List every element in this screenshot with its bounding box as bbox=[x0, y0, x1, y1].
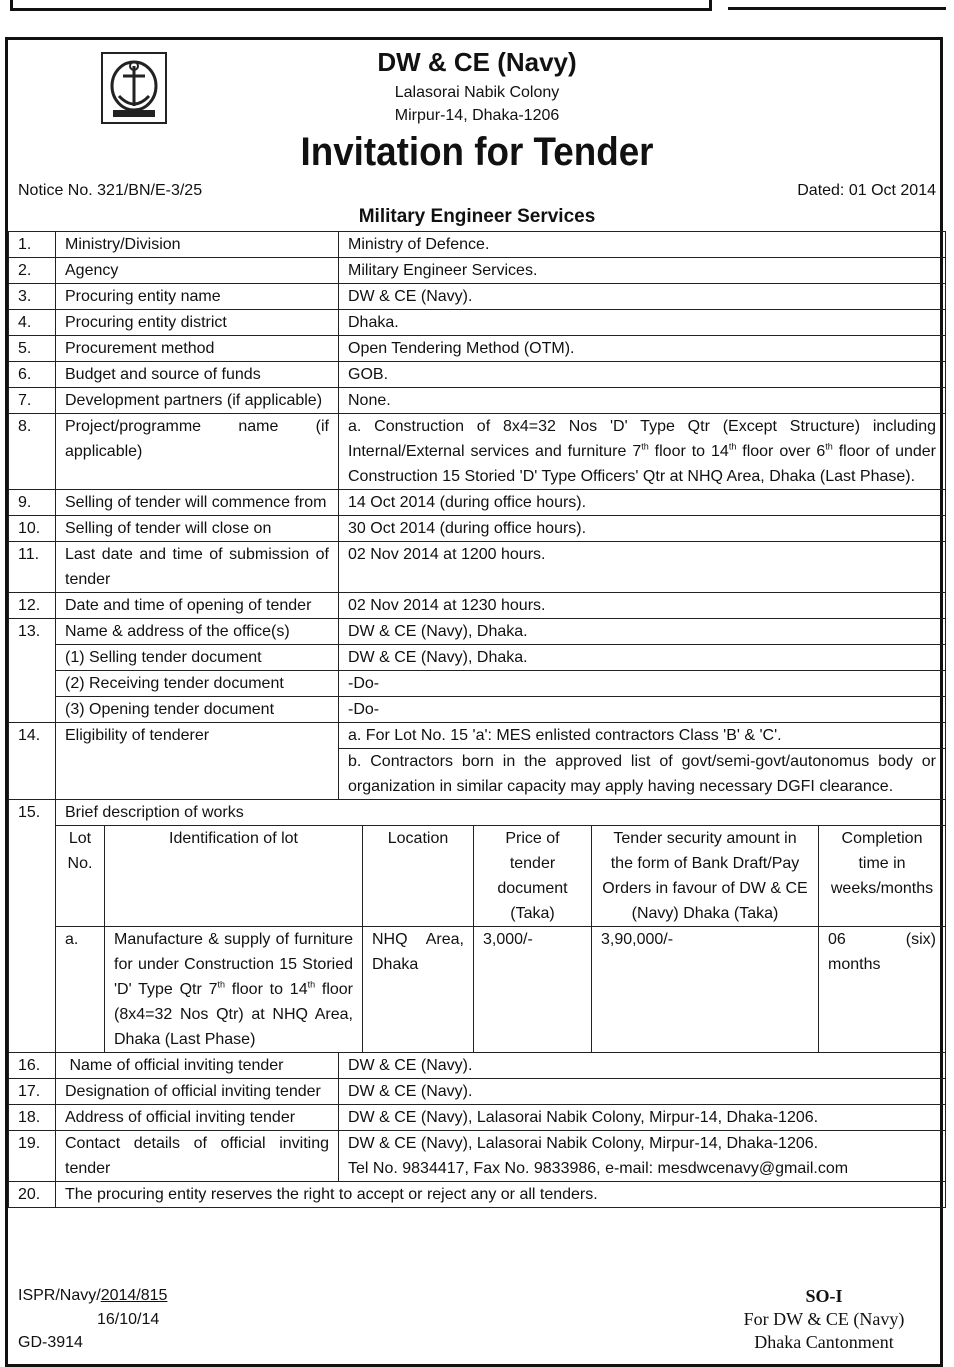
table-row bbox=[9, 826, 946, 1053]
table-row: 13. Name & address of the office(s) DW & CE (Navy), Dhaka. bbox=[9, 619, 946, 645]
works-row: a. Manufacture & supply of furniture for under Construction 15 Storied 'D' Type Qtr 7th floor to 14th floor (8x4=32 Nos Qtr) at NHQ Area, Dhaka (Last Phase) NHQ Area, Dhaka 3,000/- 3,90,000/- 06 (six) months bbox=[56, 927, 945, 1053]
table-row: 17. Designation of official inviting tender DW & CE (Navy). bbox=[9, 1079, 946, 1105]
table-row: 16. Name of official inviting tender DW & CE (Navy). bbox=[9, 1053, 946, 1079]
table-row: 5. Procurement method Open Tendering Method (OTM). bbox=[9, 336, 946, 362]
table-row: (2) Receiving tender document -Do- bbox=[9, 671, 946, 697]
gd-number: GD-3914 bbox=[18, 1334, 83, 1351]
ispr-reference: ISPR/Navy/2014/815 bbox=[18, 1287, 168, 1304]
org-name: DW & CE (Navy) bbox=[377, 47, 577, 77]
table-row: 11. Last date and time of submission of tender 02 Nov 2014 at 1200 hours. bbox=[9, 542, 946, 593]
ispr-date: 16/10/14 bbox=[97, 1311, 160, 1328]
signatory-for: For DW & CE (Navy) bbox=[743, 1309, 905, 1329]
table-row: 9. Selling of tender will commence from 14 Oct 2014 (during office hours). bbox=[9, 490, 946, 516]
table-row: (3) Opening tender document -Do- bbox=[9, 697, 946, 723]
table-row: 20. The procuring entity reserves the right to accept or reject any or all tenders. bbox=[9, 1182, 946, 1208]
table-row: (1) Selling tender document DW & CE (Navy), Dhaka. bbox=[9, 645, 946, 671]
notice-date: Dated: 01 Oct 2014 bbox=[797, 182, 936, 199]
table-row: 2. Agency Military Engineer Services. bbox=[9, 258, 946, 284]
table-row: 10. Selling of tender will close on 30 Oct 2014 (during office hours). bbox=[9, 516, 946, 542]
top-rule bbox=[728, 7, 946, 10]
page-title: Invitation for Tender bbox=[300, 130, 654, 174]
table-row: 15. Brief description of works bbox=[9, 800, 946, 826]
signatory-title: SO-I bbox=[805, 1286, 843, 1306]
table-row: 19. Contact details of official inviting tender DW & CE (Navy), Lalasorai Nabik Colony, Mirpur-14, Dhaka-1206. Tel No. 9834417, Fax No. 9833986, e-mail: mesdwcenavy@gmail.com bbox=[9, 1131, 946, 1182]
signatory-place: Dhaka Cantonment bbox=[754, 1332, 894, 1352]
table-row: 18. Address of official inviting tender DW & CE (Navy), Lalasorai Nabik Colony, Mirpur-14, Dhaka-1206. bbox=[9, 1105, 946, 1131]
address-line-1: Lalasorai Nabik Colony bbox=[394, 84, 560, 101]
table-row: 7. Development partners (if applicable) None. bbox=[9, 388, 946, 414]
works-table bbox=[56, 826, 945, 1052]
table-row: 6. Budget and source of funds GOB. bbox=[9, 362, 946, 388]
project-name-value: a. Construction of 8x4=32 Nos 'D' Type Qtr (Except Structure) including Internal/External services and furniture 7th floor to 14th floor over 6th floor of under Construction 15 Storied 'D' Type Officers' Qtr at NHQ Area, Dhaka (Last Phase). bbox=[339, 414, 946, 490]
table-row: b. Contractors born in the approved list of govt/semi-govt/autonomus body or organization in similar capacity may apply having necessary DGFI clearance. bbox=[9, 749, 946, 800]
notice-number: Notice No. 321/BN/E-3/25 bbox=[18, 182, 203, 199]
table-row: 3. Procuring entity name DW & CE (Navy). bbox=[9, 284, 946, 310]
table-row: 12. Date and time of opening of tender 02 Nov 2014 at 1230 hours. bbox=[9, 593, 946, 619]
table-row: 8. Project/programme name (if applicable) a. Construction of 8x4=32 Nos 'D' Type Qtr (Except Structure) including Internal/External services and furniture 7th floor to 14th floor over 6th floor of under Construction 15 Storied 'D' Type Officers' Qtr at NHQ Area, Dhaka (Last Phase). bbox=[9, 414, 946, 490]
table-row: 1. Ministry/Division Ministry of Defence. bbox=[9, 232, 946, 258]
top-border-box bbox=[10, 0, 712, 11]
table-row: 14. Eligibility of tenderer a. For Lot No. 15 'a': MES enlisted contractors Class 'B' & 'C'. bbox=[9, 723, 946, 749]
works-header-row: Lot No. Identification of lot Location Price of tender document (Taka) Tender security amount in the form of Bank Draft/Pay Orders in favour of DW & CE (Navy) Dhaka (Taka) Completion time in weeks/months bbox=[56, 826, 945, 927]
table-row: 4. Procuring entity district Dhaka. bbox=[9, 310, 946, 336]
section-heading: Military Engineer Services bbox=[358, 206, 596, 227]
address-line-2: Mirpur-14, Dhaka-1206 bbox=[394, 107, 560, 124]
tender-table bbox=[8, 231, 946, 1208]
